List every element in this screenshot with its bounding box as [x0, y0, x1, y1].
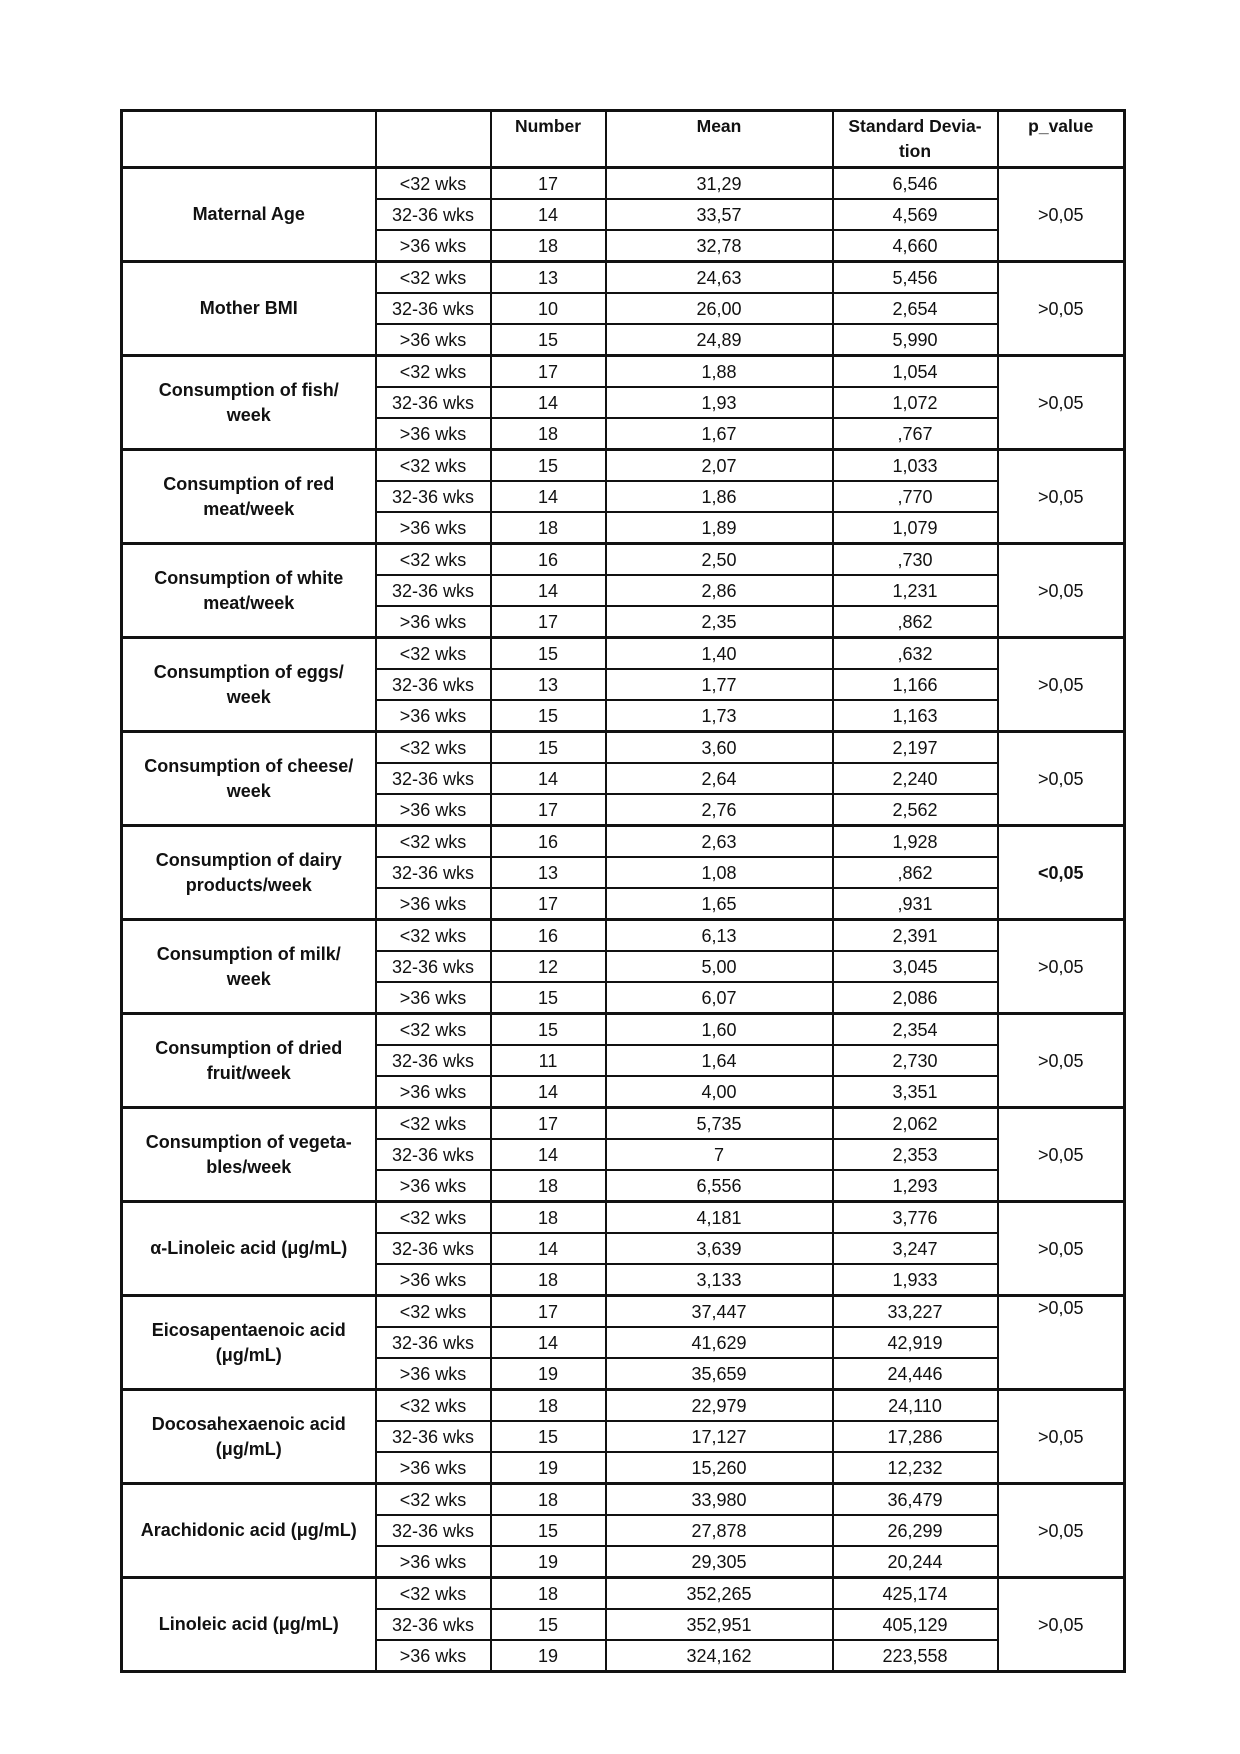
mean-cell: 27,878	[606, 1515, 833, 1546]
mean-cell: 35,659	[606, 1358, 833, 1390]
sd-cell: 3,247	[833, 1233, 998, 1264]
period-cell: <32 wks	[376, 544, 491, 576]
number-cell: 17	[491, 606, 606, 638]
table-row	[122, 638, 1125, 670]
number-cell: 18	[491, 230, 606, 262]
variable-label: Docosahexaenoic acid (μg/mL)	[122, 1390, 376, 1484]
sd-cell: ,730	[833, 544, 998, 576]
period-cell: <32 wks	[376, 356, 491, 388]
sd-cell: ,862	[833, 857, 998, 888]
variable-label: Arachidonic acid (μg/mL)	[122, 1484, 376, 1578]
number-cell: 17	[491, 1296, 606, 1328]
p-value-cell: >0,05	[998, 638, 1125, 732]
period-cell: <32 wks	[376, 920, 491, 952]
table-body	[122, 168, 1125, 1672]
mean-cell: 33,57	[606, 199, 833, 230]
period-cell: 32-36 wks	[376, 481, 491, 512]
p-value-cell: >0,05	[998, 1108, 1125, 1202]
number-cell: 15	[491, 1515, 606, 1546]
mean-cell: 1,89	[606, 512, 833, 544]
period-cell: <32 wks	[376, 1578, 491, 1610]
number-cell: 17	[491, 168, 606, 200]
number-cell: 15	[491, 450, 606, 482]
variable-label: Eicosapentaenoic acid (μg/mL)	[122, 1296, 376, 1390]
number-cell: 18	[491, 1390, 606, 1422]
mean-cell: 24,89	[606, 324, 833, 356]
sd-cell: 425,174	[833, 1578, 998, 1610]
variable-label: Consumption of eggs/ week	[122, 638, 376, 732]
mean-cell: 29,305	[606, 1546, 833, 1578]
variable-label: Consumption of dried fruit/week	[122, 1014, 376, 1108]
sd-cell: 24,446	[833, 1358, 998, 1390]
period-cell: >36 wks	[376, 1076, 491, 1108]
mean-cell: 2,63	[606, 826, 833, 858]
number-cell: 13	[491, 857, 606, 888]
table-row	[122, 1296, 1125, 1328]
number-cell: 12	[491, 951, 606, 982]
mean-cell: 7	[606, 1139, 833, 1170]
period-cell: 32-36 wks	[376, 1233, 491, 1264]
period-cell: 32-36 wks	[376, 293, 491, 324]
number-cell: 16	[491, 920, 606, 952]
number-cell: 13	[491, 262, 606, 294]
mean-cell: 1,93	[606, 387, 833, 418]
table-row	[122, 1108, 1125, 1140]
number-cell: 15	[491, 732, 606, 764]
number-cell: 15	[491, 638, 606, 670]
number-cell: 19	[491, 1358, 606, 1390]
number-cell: 13	[491, 669, 606, 700]
sd-cell: 36,479	[833, 1484, 998, 1516]
sd-cell: 1,079	[833, 512, 998, 544]
sd-cell: 26,299	[833, 1515, 998, 1546]
number-cell: 14	[491, 763, 606, 794]
mean-cell: 352,265	[606, 1578, 833, 1610]
mean-cell: 2,07	[606, 450, 833, 482]
number-cell: 15	[491, 1421, 606, 1452]
number-cell: 14	[491, 1076, 606, 1108]
period-cell: >36 wks	[376, 888, 491, 920]
mean-cell: 17,127	[606, 1421, 833, 1452]
variable-label: Consumption of white meat/week	[122, 544, 376, 638]
mean-cell: 4,181	[606, 1202, 833, 1234]
sd-cell: 2,353	[833, 1139, 998, 1170]
sd-cell: 223,558	[833, 1640, 998, 1672]
variable-label: Consumption of cheese/ week	[122, 732, 376, 826]
number-cell: 15	[491, 1609, 606, 1640]
sd-cell: 1,933	[833, 1264, 998, 1296]
mean-cell: 1,64	[606, 1045, 833, 1076]
header-number: Number	[491, 111, 606, 168]
p-value-cell: >0,05	[998, 544, 1125, 638]
mean-cell: 1,08	[606, 857, 833, 888]
number-cell: 14	[491, 199, 606, 230]
number-cell: 17	[491, 356, 606, 388]
p-value-cell: >0,05	[998, 920, 1125, 1014]
period-cell: 32-36 wks	[376, 575, 491, 606]
mean-cell: 6,13	[606, 920, 833, 952]
number-cell: 14	[491, 387, 606, 418]
mean-cell: 41,629	[606, 1327, 833, 1358]
table-row	[122, 732, 1125, 764]
sd-cell: 3,776	[833, 1202, 998, 1234]
table-header	[122, 111, 1125, 168]
mean-cell: 1,67	[606, 418, 833, 450]
number-cell: 10	[491, 293, 606, 324]
period-cell: 32-36 wks	[376, 1421, 491, 1452]
mean-cell: 2,86	[606, 575, 833, 606]
mean-cell: 6,556	[606, 1170, 833, 1202]
sd-cell: 1,166	[833, 669, 998, 700]
sd-cell: ,767	[833, 418, 998, 450]
sd-cell: 5,456	[833, 262, 998, 294]
period-cell: <32 wks	[376, 262, 491, 294]
period-cell: >36 wks	[376, 1546, 491, 1578]
sd-cell: 3,351	[833, 1076, 998, 1108]
sd-cell: 1,054	[833, 356, 998, 388]
table-row	[122, 920, 1125, 952]
period-cell: 32-36 wks	[376, 1609, 491, 1640]
period-cell: >36 wks	[376, 1640, 491, 1672]
number-cell: 16	[491, 544, 606, 576]
period-cell: >36 wks	[376, 1452, 491, 1484]
table-row	[122, 1578, 1125, 1610]
number-cell: 15	[491, 982, 606, 1014]
number-cell: 18	[491, 1264, 606, 1296]
p-value-cell: >0,05	[998, 450, 1125, 544]
sd-cell: 42,919	[833, 1327, 998, 1358]
sd-cell: 1,033	[833, 450, 998, 482]
period-cell: >36 wks	[376, 982, 491, 1014]
period-cell: <32 wks	[376, 168, 491, 200]
p-value-cell: >0,05	[998, 168, 1125, 262]
period-cell: 32-36 wks	[376, 669, 491, 700]
mean-cell: 4,00	[606, 1076, 833, 1108]
mean-cell: 352,951	[606, 1609, 833, 1640]
period-cell: >36 wks	[376, 1264, 491, 1296]
sd-cell: 12,232	[833, 1452, 998, 1484]
period-cell: >36 wks	[376, 1170, 491, 1202]
period-cell: <32 wks	[376, 732, 491, 764]
mean-cell: 1,88	[606, 356, 833, 388]
sd-cell: 2,562	[833, 794, 998, 826]
sd-cell: 24,110	[833, 1390, 998, 1422]
mean-cell: 31,29	[606, 168, 833, 200]
number-cell: 19	[491, 1546, 606, 1578]
table-row	[122, 262, 1125, 294]
mean-cell: 2,50	[606, 544, 833, 576]
variable-label: Consumption of dairy products/week	[122, 826, 376, 920]
variable-label: Mother BMI	[122, 262, 376, 356]
p-value-cell: >0,05	[998, 1578, 1125, 1672]
number-cell: 14	[491, 481, 606, 512]
variable-label: Consumption of vegeta- bles/week	[122, 1108, 376, 1202]
p-value-cell: >0,05	[998, 1014, 1125, 1108]
period-cell: 32-36 wks	[376, 763, 491, 794]
p-value-cell: >0,05	[998, 1202, 1125, 1296]
table-row	[122, 1390, 1125, 1422]
sd-cell: 1,293	[833, 1170, 998, 1202]
number-cell: 14	[491, 1233, 606, 1264]
header-period	[376, 111, 491, 168]
sd-cell: 2,062	[833, 1108, 998, 1140]
period-cell: >36 wks	[376, 230, 491, 262]
sd-cell: 20,244	[833, 1546, 998, 1578]
period-cell: 32-36 wks	[376, 1139, 491, 1170]
mean-cell: 37,447	[606, 1296, 833, 1328]
sd-cell: ,632	[833, 638, 998, 670]
sd-cell: 6,546	[833, 168, 998, 200]
number-cell: 18	[491, 418, 606, 450]
mean-cell: 3,133	[606, 1264, 833, 1296]
period-cell: <32 wks	[376, 1296, 491, 1328]
number-cell: 11	[491, 1045, 606, 1076]
mean-cell: 2,76	[606, 794, 833, 826]
period-cell: <32 wks	[376, 1390, 491, 1422]
number-cell: 18	[491, 512, 606, 544]
number-cell: 15	[491, 700, 606, 732]
period-cell: 32-36 wks	[376, 199, 491, 230]
sd-cell: 1,163	[833, 700, 998, 732]
period-cell: >36 wks	[376, 700, 491, 732]
mean-cell: 1,73	[606, 700, 833, 732]
period-cell: >36 wks	[376, 418, 491, 450]
number-cell: 18	[491, 1170, 606, 1202]
mean-cell: 2,35	[606, 606, 833, 638]
p-value-cell: >0,05	[998, 732, 1125, 826]
number-cell: 19	[491, 1452, 606, 1484]
mean-cell: 3,639	[606, 1233, 833, 1264]
sd-cell: 2,730	[833, 1045, 998, 1076]
p-value-cell: >0,05	[998, 1296, 1125, 1390]
header-row	[122, 111, 1125, 168]
mean-cell: 2,64	[606, 763, 833, 794]
sd-cell: ,862	[833, 606, 998, 638]
period-cell: <32 wks	[376, 1108, 491, 1140]
header-variable	[122, 111, 376, 168]
period-cell: <32 wks	[376, 638, 491, 670]
mean-cell: 1,60	[606, 1014, 833, 1046]
sd-cell: 2,391	[833, 920, 998, 952]
period-cell: <32 wks	[376, 1014, 491, 1046]
mean-cell: 1,86	[606, 481, 833, 512]
header-p-value: p_value	[998, 111, 1125, 168]
mean-cell: 26,00	[606, 293, 833, 324]
variable-label: Maternal Age	[122, 168, 376, 262]
sd-cell: 2,654	[833, 293, 998, 324]
period-cell: >36 wks	[376, 794, 491, 826]
period-cell: <32 wks	[376, 1202, 491, 1234]
number-cell: 19	[491, 1640, 606, 1672]
sd-cell: 3,045	[833, 951, 998, 982]
sd-cell: 2,197	[833, 732, 998, 764]
number-cell: 18	[491, 1484, 606, 1516]
mean-cell: 1,65	[606, 888, 833, 920]
number-cell: 14	[491, 1139, 606, 1170]
number-cell: 18	[491, 1578, 606, 1610]
period-cell: 32-36 wks	[376, 1045, 491, 1076]
table-row	[122, 826, 1125, 858]
table-row	[122, 1014, 1125, 1046]
period-cell: 32-36 wks	[376, 387, 491, 418]
sd-cell: 17,286	[833, 1421, 998, 1452]
mean-cell: 6,07	[606, 982, 833, 1014]
number-cell: 14	[491, 575, 606, 606]
p-value-cell: >0,05	[998, 1484, 1125, 1578]
variable-label: Consumption of fish/ week	[122, 356, 376, 450]
mean-cell: 3,60	[606, 732, 833, 764]
period-cell: >36 wks	[376, 512, 491, 544]
mean-cell: 32,78	[606, 230, 833, 262]
table-row	[122, 1202, 1125, 1234]
sd-cell: 1,072	[833, 387, 998, 418]
sd-cell: ,770	[833, 481, 998, 512]
sd-cell: 405,129	[833, 1609, 998, 1640]
mean-cell: 15,260	[606, 1452, 833, 1484]
mean-cell: 1,40	[606, 638, 833, 670]
sd-cell: 4,569	[833, 199, 998, 230]
mean-cell: 33,980	[606, 1484, 833, 1516]
mean-cell: 22,979	[606, 1390, 833, 1422]
number-cell: 17	[491, 794, 606, 826]
period-cell: >36 wks	[376, 324, 491, 356]
p-value-cell: >0,05	[998, 356, 1125, 450]
number-cell: 18	[491, 1202, 606, 1234]
period-cell: 32-36 wks	[376, 857, 491, 888]
period-cell: <32 wks	[376, 450, 491, 482]
sd-cell: 4,660	[833, 230, 998, 262]
table-row	[122, 1484, 1125, 1516]
number-cell: 17	[491, 1108, 606, 1140]
sd-cell: 2,086	[833, 982, 998, 1014]
header-standard-deviation: Standard Devia- tion	[833, 111, 998, 168]
p-value-cell: >0,05	[998, 1390, 1125, 1484]
statistics-table	[120, 109, 1126, 1673]
table-row	[122, 356, 1125, 388]
variable-label: α-Linoleic acid (μg/mL)	[122, 1202, 376, 1296]
period-cell: >36 wks	[376, 606, 491, 638]
mean-cell: 324,162	[606, 1640, 833, 1672]
number-cell: 17	[491, 888, 606, 920]
number-cell: 16	[491, 826, 606, 858]
period-cell: 32-36 wks	[376, 1515, 491, 1546]
sd-cell: ,931	[833, 888, 998, 920]
variable-label: Consumption of milk/ week	[122, 920, 376, 1014]
sd-cell: 1,231	[833, 575, 998, 606]
mean-cell: 1,77	[606, 669, 833, 700]
number-cell: 15	[491, 324, 606, 356]
period-cell: <32 wks	[376, 1484, 491, 1516]
period-cell: 32-36 wks	[376, 951, 491, 982]
number-cell: 15	[491, 1014, 606, 1046]
period-cell: <32 wks	[376, 826, 491, 858]
p-value-cell: >0,05	[998, 262, 1125, 356]
sd-cell: 2,354	[833, 1014, 998, 1046]
table-row	[122, 168, 1125, 200]
sd-cell: 33,227	[833, 1296, 998, 1328]
mean-cell: 5,735	[606, 1108, 833, 1140]
number-cell: 14	[491, 1327, 606, 1358]
sd-cell: 2,240	[833, 763, 998, 794]
period-cell: 32-36 wks	[376, 1327, 491, 1358]
header-mean: Mean	[606, 111, 833, 168]
table-row	[122, 450, 1125, 482]
mean-cell: 5,00	[606, 951, 833, 982]
variable-label: Linoleic acid (μg/mL)	[122, 1578, 376, 1672]
sd-cell: 1,928	[833, 826, 998, 858]
mean-cell: 24,63	[606, 262, 833, 294]
p-value-cell: <0,05	[998, 826, 1125, 920]
period-cell: >36 wks	[376, 1358, 491, 1390]
sd-cell: 5,990	[833, 324, 998, 356]
variable-label: Consumption of red meat/week	[122, 450, 376, 544]
table-row	[122, 544, 1125, 576]
